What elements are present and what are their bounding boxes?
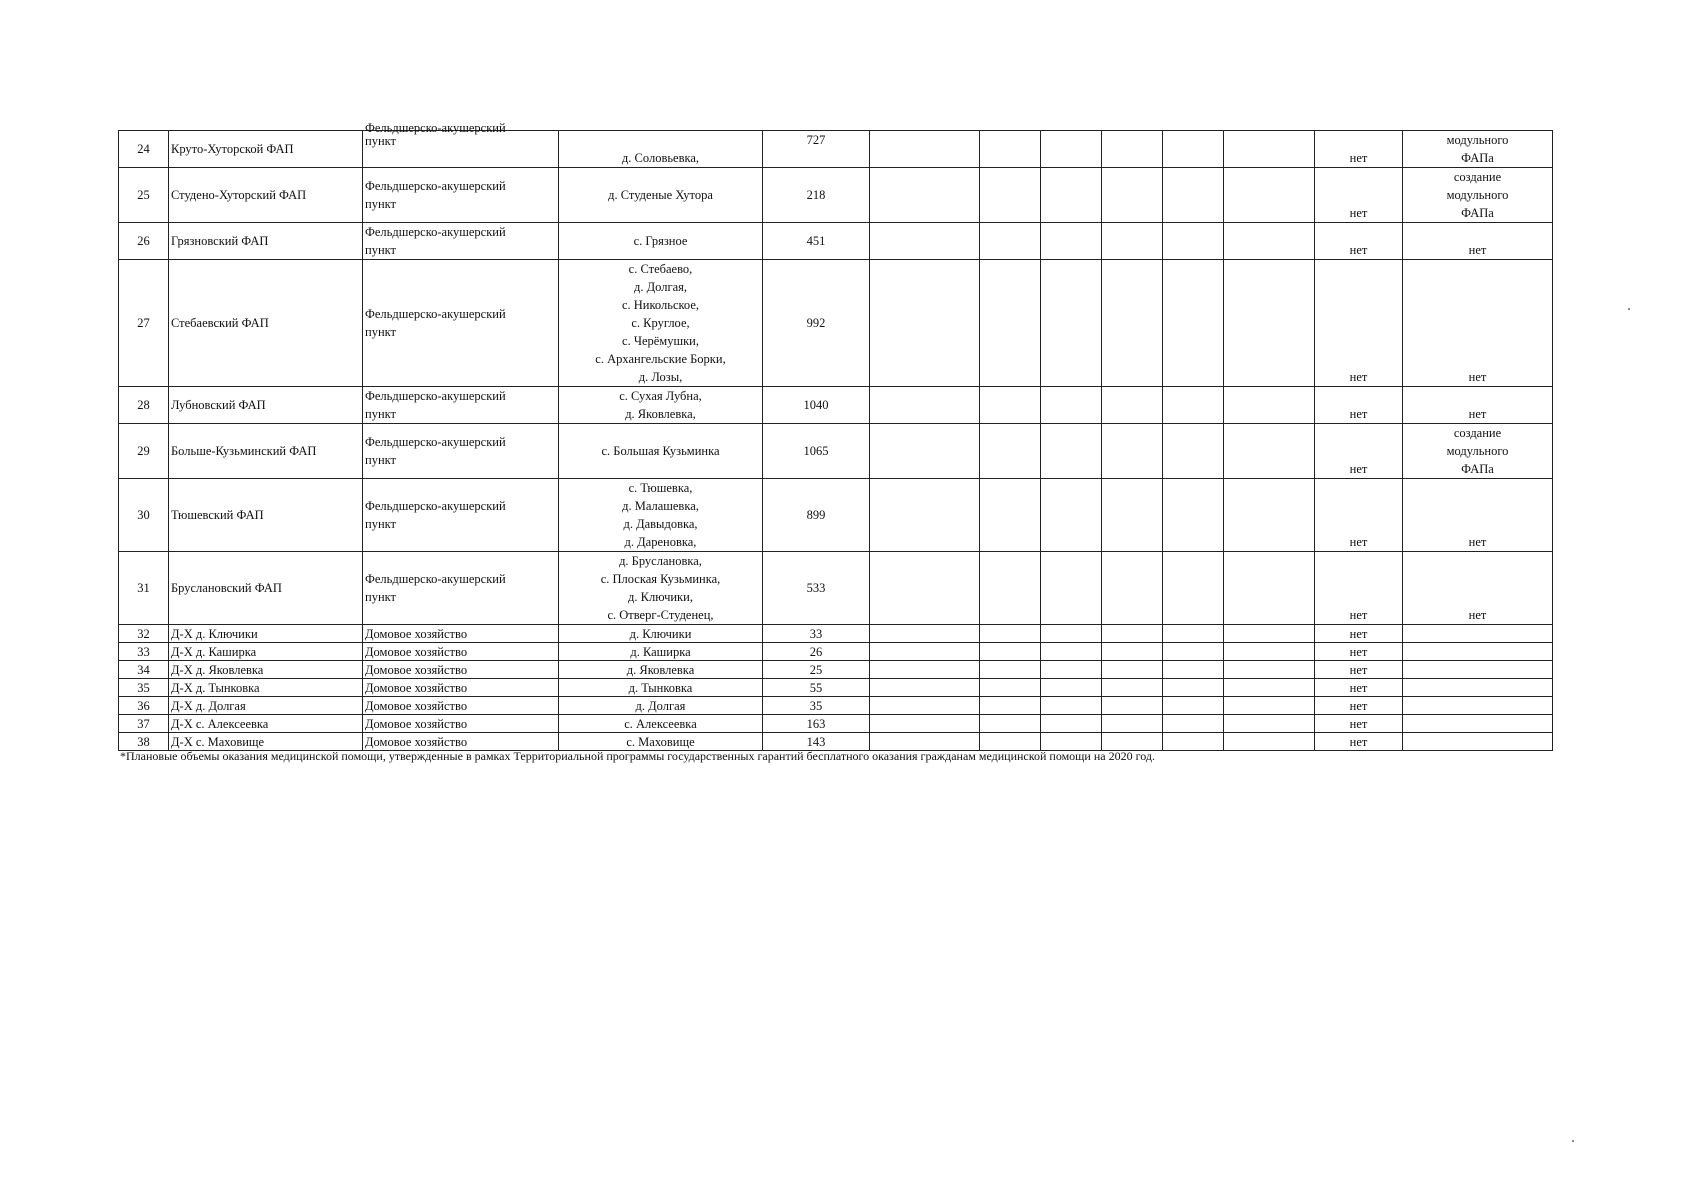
empty-cell: [1163, 223, 1224, 260]
locations: с. Сухая Лубна, д. Яковлевка,: [559, 387, 763, 424]
planned-action: нет: [1403, 387, 1553, 424]
empty-cell: [980, 661, 1041, 679]
planned-action: нет: [1403, 479, 1553, 552]
empty-cell: [1163, 552, 1224, 625]
scan-speck: [1628, 308, 1630, 310]
facility-type: Фельдшерско-акушерский пункт: [363, 552, 559, 625]
row-number: 28: [119, 387, 169, 424]
planned-action: создание модульного ФАПа: [1403, 424, 1553, 479]
facility-type: Домовое хозяйство: [363, 643, 559, 661]
row-number: 34: [119, 661, 169, 679]
facility-type-rest: пункт: [365, 134, 396, 148]
empty-cell: [1102, 697, 1163, 715]
table-row: [119, 697, 1553, 715]
facility-type: Домовое хозяйство: [363, 697, 559, 715]
row-number: 24: [119, 131, 169, 168]
empty-cell: [1224, 715, 1315, 733]
empty-cell: [870, 168, 980, 223]
empty-cell: [1102, 552, 1163, 625]
empty-cell: [1102, 387, 1163, 424]
empty-cell: [1041, 643, 1102, 661]
population: 143: [763, 733, 870, 751]
availability: нет: [1315, 643, 1403, 661]
empty-cell: [1224, 479, 1315, 552]
facility-type: Домовое хозяйство: [363, 733, 559, 751]
empty-cell: [870, 625, 980, 643]
empty-cell: [1224, 168, 1315, 223]
planned-action: нет: [1403, 223, 1553, 260]
facility-name: Грязновский ФАП: [169, 223, 363, 260]
row-number: 31: [119, 552, 169, 625]
empty-cell: [980, 260, 1041, 387]
locations: с. Грязное: [559, 223, 763, 260]
population: 899: [763, 479, 870, 552]
empty-cell: [1163, 733, 1224, 751]
facility-name: Больше-Кузьминский ФАП: [169, 424, 363, 479]
availability: нет: [1315, 625, 1403, 643]
row-number: 32: [119, 625, 169, 643]
empty-cell: [1163, 260, 1224, 387]
locations: д. Яковлевка: [559, 661, 763, 679]
empty-cell: [870, 223, 980, 260]
availability: нет: [1315, 733, 1403, 751]
empty-cell: [870, 715, 980, 733]
empty-cell: [1224, 625, 1315, 643]
table-row: [119, 168, 1553, 223]
availability: нет: [1315, 223, 1403, 260]
availability: нет: [1315, 661, 1403, 679]
locations: с. Маховище: [559, 733, 763, 751]
empty-cell: [1163, 697, 1224, 715]
facility-type: Домовое хозяйство: [363, 715, 559, 733]
table-row: [119, 679, 1553, 697]
empty-cell: [1224, 697, 1315, 715]
empty-cell: [1041, 733, 1102, 751]
empty-cell: [1224, 733, 1315, 751]
empty-cell: [870, 552, 980, 625]
empty-cell: [980, 552, 1041, 625]
facility-type: Домовое хозяйство: [363, 625, 559, 643]
empty-cell: [980, 697, 1041, 715]
empty-cell: [1041, 223, 1102, 260]
facility-name: Д-Х д. Долгая: [169, 697, 363, 715]
planned-action: [1403, 679, 1553, 697]
facility-type: Фельдшерско-акушерский пункт: [363, 479, 559, 552]
population: 35: [763, 697, 870, 715]
empty-cell: [1102, 625, 1163, 643]
facility-name: Круто-Хуторской ФАП: [169, 131, 363, 168]
facility-name: Лубновский ФАП: [169, 387, 363, 424]
facility-name: Д-Х д. Яковлевка: [169, 661, 363, 679]
availability: нет: [1315, 552, 1403, 625]
table-row: [119, 715, 1553, 733]
population: 451: [763, 223, 870, 260]
row-number: 33: [119, 643, 169, 661]
empty-cell: [1102, 168, 1163, 223]
table-row: [119, 223, 1553, 260]
row-number: 38: [119, 733, 169, 751]
row-number: 25: [119, 168, 169, 223]
availability: нет: [1315, 260, 1403, 387]
empty-cell: [1163, 131, 1224, 168]
empty-cell: [1224, 387, 1315, 424]
empty-cell: [980, 733, 1041, 751]
empty-cell: [1041, 260, 1102, 387]
empty-cell: [980, 479, 1041, 552]
empty-cell: [1163, 715, 1224, 733]
facility-name: Д-Х с. Алексеевка: [169, 715, 363, 733]
population: 727: [763, 131, 870, 168]
table-row: [119, 424, 1553, 479]
empty-cell: [1102, 643, 1163, 661]
facility-type: Фельдшерско-акушерский пункт: [363, 260, 559, 387]
availability: нет: [1315, 424, 1403, 479]
population: 25: [763, 661, 870, 679]
empty-cell: [1224, 643, 1315, 661]
empty-cell: [980, 715, 1041, 733]
planned-action: [1403, 697, 1553, 715]
empty-cell: [1224, 552, 1315, 625]
empty-cell: [1102, 479, 1163, 552]
planned-action: модульного ФАПа: [1403, 131, 1553, 168]
population: 26: [763, 643, 870, 661]
row-number: 35: [119, 679, 169, 697]
empty-cell: [1102, 715, 1163, 733]
empty-cell: [870, 733, 980, 751]
empty-cell: [980, 625, 1041, 643]
population: 163: [763, 715, 870, 733]
empty-cell: [1102, 733, 1163, 751]
empty-cell: [870, 424, 980, 479]
empty-cell: [870, 260, 980, 387]
empty-cell: [1041, 168, 1102, 223]
empty-cell: [1041, 424, 1102, 479]
locations: д. Студеные Хутора: [559, 168, 763, 223]
facility-type: Домовое хозяйство: [363, 679, 559, 697]
locations: д. Каширка: [559, 643, 763, 661]
empty-cell: [1102, 424, 1163, 479]
facility-type-cut: Фельдшерско-акушерский: [365, 121, 506, 135]
population: 533: [763, 552, 870, 625]
facility-name: Студено-Хуторский ФАП: [169, 168, 363, 223]
planned-action: создание модульного ФАПа: [1403, 168, 1553, 223]
locations: д. Тынковка: [559, 679, 763, 697]
facility-type: Фельдшерско-акушерский пункт: [363, 223, 559, 260]
empty-cell: [1041, 479, 1102, 552]
empty-cell: [980, 168, 1041, 223]
facility-name: Бруслановский ФАП: [169, 552, 363, 625]
empty-cell: [1163, 661, 1224, 679]
row-number: 37: [119, 715, 169, 733]
availability: нет: [1315, 387, 1403, 424]
empty-cell: [1102, 661, 1163, 679]
row-number: 29: [119, 424, 169, 479]
locations: с. Большая Кузьминка: [559, 424, 763, 479]
empty-cell: [1224, 679, 1315, 697]
planned-action: нет: [1403, 552, 1553, 625]
population: 1040: [763, 387, 870, 424]
locations: д. Ключики: [559, 625, 763, 643]
empty-cell: [980, 643, 1041, 661]
empty-cell: [980, 679, 1041, 697]
planned-action: [1403, 643, 1553, 661]
locations: с. Стебаево, д. Долгая, с. Никольское, с. Круглое, с. Черёмушки, с. Архангельские Борки, д. Лозы,: [559, 260, 763, 387]
table-row: [119, 260, 1553, 387]
footnote: *Плановые объемы оказания медицинской помощи, утвержденные в рамках Территориальной программы государственных гарантий бесплатного оказания гражданам медицинской помощи на 2020 год.: [120, 749, 1155, 763]
empty-cell: [870, 387, 980, 424]
population: 33: [763, 625, 870, 643]
planned-action: [1403, 625, 1553, 643]
empty-cell: [1041, 679, 1102, 697]
facility-type: [363, 121, 559, 168]
empty-cell: [1224, 424, 1315, 479]
facility-name: Тюшевский ФАП: [169, 479, 363, 552]
availability: нет: [1315, 168, 1403, 223]
table-row: [119, 479, 1553, 552]
empty-cell: [1163, 168, 1224, 223]
empty-cell: [1163, 679, 1224, 697]
availability: нет: [1315, 679, 1403, 697]
scan-speck: [1572, 1140, 1574, 1142]
table-row: [119, 733, 1553, 751]
population: 218: [763, 168, 870, 223]
empty-cell: [1224, 661, 1315, 679]
availability: нет: [1315, 131, 1403, 168]
empty-cell: [1224, 131, 1315, 168]
facility-name: Д-Х д. Каширка: [169, 643, 363, 661]
row-number: 30: [119, 479, 169, 552]
empty-cell: [980, 424, 1041, 479]
empty-cell: [1102, 131, 1163, 168]
empty-cell: [1163, 625, 1224, 643]
table-row: [119, 643, 1553, 661]
facilities-table: [118, 121, 1553, 751]
empty-cell: [1163, 387, 1224, 424]
empty-cell: [1102, 260, 1163, 387]
facility-name: Стебаевский ФАП: [169, 260, 363, 387]
facility-type: Фельдшерско-акушерский пункт: [363, 387, 559, 424]
table-row: [119, 552, 1553, 625]
locations: с. Алексеевка: [559, 715, 763, 733]
population: 1065: [763, 424, 870, 479]
facility-type: Фельдшерско-акушерский пункт: [363, 424, 559, 479]
empty-cell: [870, 479, 980, 552]
planned-action: [1403, 661, 1553, 679]
locations: д. Бруслановка, с. Плоская Кузьминка, д. Ключики, с. Отверг-Студенец,: [559, 552, 763, 625]
row-number: 26: [119, 223, 169, 260]
empty-cell: [870, 661, 980, 679]
locations: д. Соловьевка,: [559, 131, 763, 168]
empty-cell: [870, 643, 980, 661]
facility-type: Домовое хозяйство: [363, 661, 559, 679]
facility-type: Фельдшерско-акушерский пункт: [363, 168, 559, 223]
empty-cell: [1163, 479, 1224, 552]
facility-name: Д-Х д. Ключики: [169, 625, 363, 643]
population: 55: [763, 679, 870, 697]
table-row: [119, 625, 1553, 643]
table-row: [119, 661, 1553, 679]
empty-cell: [980, 223, 1041, 260]
empty-cell: [1041, 715, 1102, 733]
empty-cell: [980, 131, 1041, 168]
empty-cell: [1163, 643, 1224, 661]
empty-cell: [1163, 424, 1224, 479]
empty-cell: [1041, 697, 1102, 715]
empty-cell: [1102, 223, 1163, 260]
empty-cell: [1041, 552, 1102, 625]
empty-cell: [1224, 223, 1315, 260]
row-number: 36: [119, 697, 169, 715]
row-number: 27: [119, 260, 169, 387]
facility-name: Д-Х с. Маховище: [169, 733, 363, 751]
planned-action: нет: [1403, 260, 1553, 387]
empty-cell: [870, 131, 980, 168]
empty-cell: [1041, 131, 1102, 168]
empty-cell: [1041, 625, 1102, 643]
locations: с. Тюшевка, д. Малашевка, д. Давыдовка, д. Дареновка,: [559, 479, 763, 552]
planned-action: [1403, 715, 1553, 733]
planned-action: [1403, 733, 1553, 751]
empty-cell: [1041, 387, 1102, 424]
empty-cell: [1102, 679, 1163, 697]
availability: нет: [1315, 715, 1403, 733]
locations: д. Долгая: [559, 697, 763, 715]
empty-cell: [1041, 661, 1102, 679]
availability: нет: [1315, 697, 1403, 715]
table-row: [119, 387, 1553, 424]
empty-cell: [870, 679, 980, 697]
population: 992: [763, 260, 870, 387]
facility-name: Д-Х д. Тынковка: [169, 679, 363, 697]
table-row: [119, 131, 1553, 168]
empty-cell: [870, 697, 980, 715]
availability: нет: [1315, 479, 1403, 552]
empty-cell: [980, 387, 1041, 424]
empty-cell: [1224, 260, 1315, 387]
